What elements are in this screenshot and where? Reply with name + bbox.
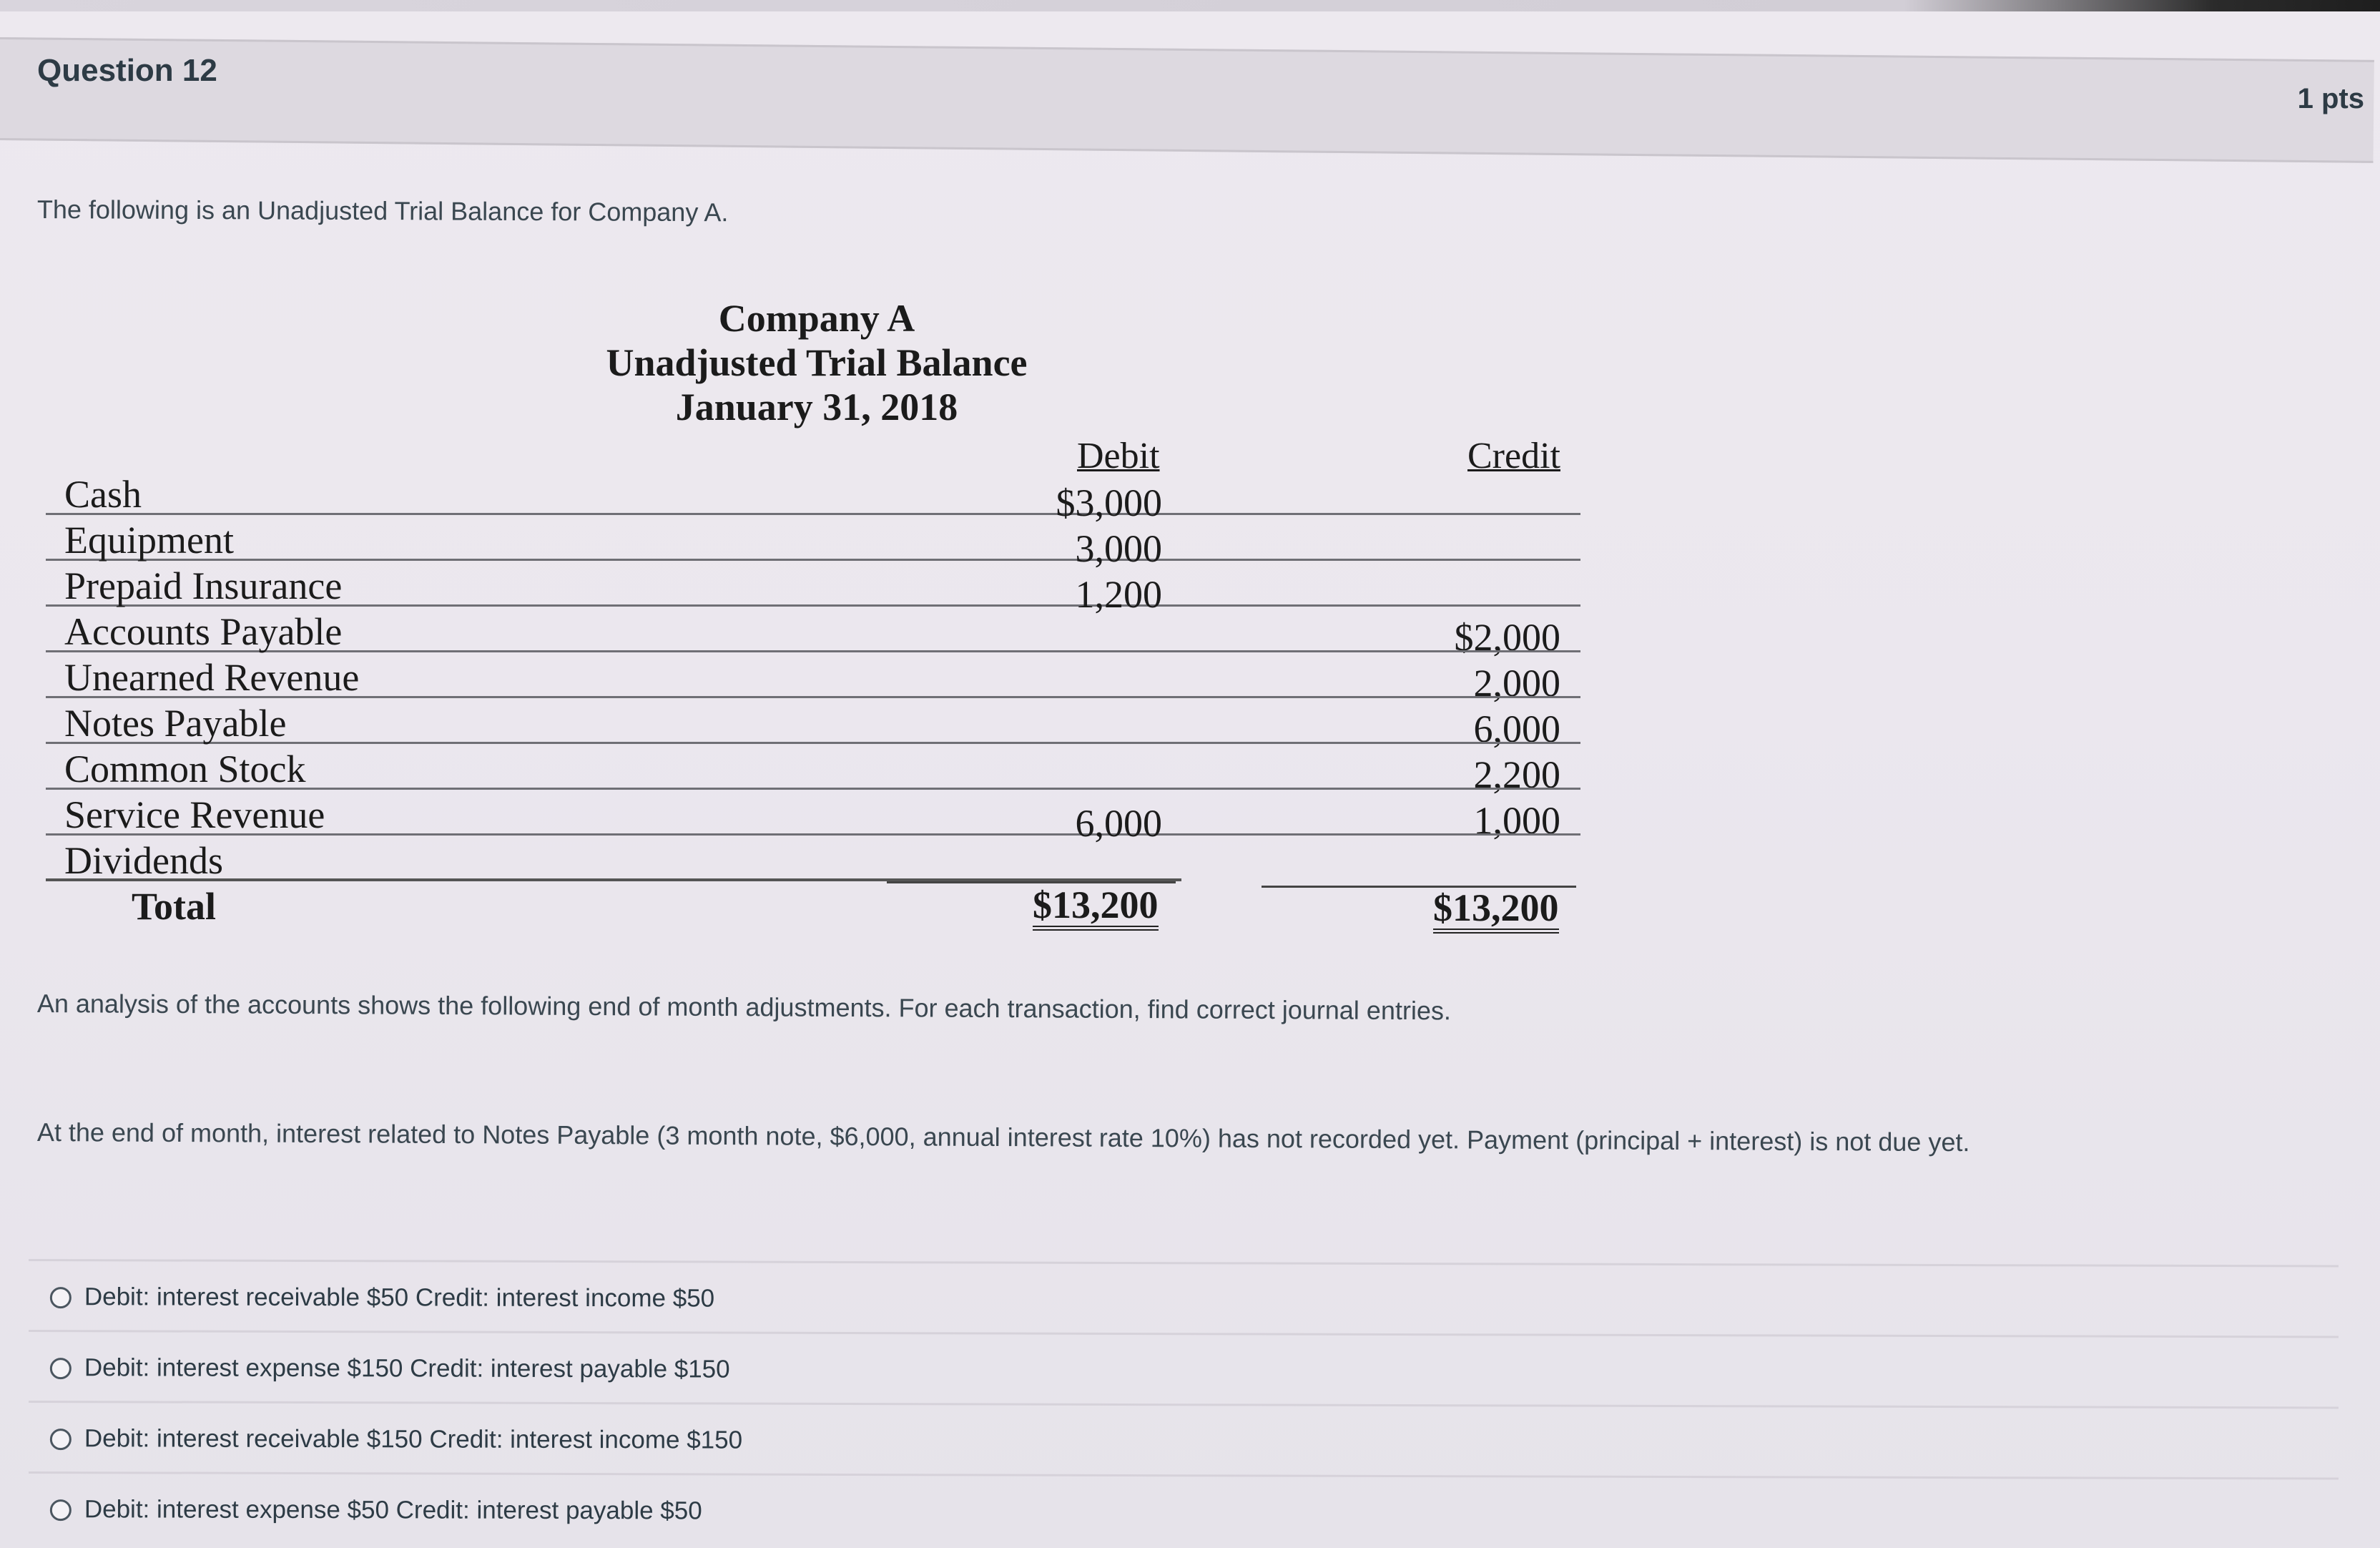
account-name: Dividends [64, 839, 223, 882]
trial-balance-image [0, 286, 1616, 944]
credit-amount: 2,000 [1473, 662, 1560, 705]
trial-balance-rows [46, 469, 1580, 881]
scenario-text: At the end of month, interest related to Notes Payable (3 month note, $6,000, annual interest rate 10%) has not recorded yet. Payment (principal + interest) is not due yet. [36, 1117, 1970, 1157]
total-row [46, 884, 1580, 941]
question-header [0, 37, 2374, 163]
credit-amount: 6,000 [1473, 707, 1560, 750]
account-name: Unearned Revenue [64, 656, 360, 699]
table-row [46, 515, 1580, 570]
account-name: Prepaid Insurance [64, 564, 343, 607]
report-date: January 31, 2018 [675, 386, 958, 428]
credit-column-header: Credit [1467, 436, 1560, 476]
account-name: Equipment [64, 519, 234, 562]
answer-option[interactable] [29, 1401, 2339, 1477]
total-credit: $13,200 [1433, 887, 1559, 934]
radio-button[interactable] [50, 1287, 72, 1308]
answer-option[interactable] [29, 1259, 2339, 1336]
intro-text: The following is an Unadjusted Trial Balance for Company A. [36, 195, 729, 227]
account-name: Cash [64, 473, 142, 516]
debit-amount: 3,000 [1075, 527, 1162, 570]
credit-amount: 1,000 [1473, 799, 1560, 842]
report-name: Unadjusted Trial Balance [606, 341, 1028, 384]
account-name: Accounts Payable [64, 610, 343, 653]
account-name: Service Revenue [64, 793, 325, 836]
table-row [46, 836, 1181, 881]
credit-amount: 2,200 [1473, 753, 1560, 796]
radio-button[interactable] [50, 1429, 72, 1450]
radio-button[interactable] [50, 1358, 72, 1379]
answer-label[interactable]: Debit: interest expense $50 Credit: interest payable $50 [84, 1495, 702, 1525]
question-points: 1 pts [2297, 83, 2364, 114]
table-row [46, 469, 1580, 524]
trial-balance-heading [602, 296, 1031, 429]
total-debit: $13,200 [1033, 884, 1159, 931]
account-name: Common Stock [64, 748, 306, 790]
question-title: Question 12 [37, 53, 217, 88]
answer-label[interactable]: Debit: interest receivable $150 Credit: interest income $150 [84, 1424, 743, 1454]
answer-option[interactable] [29, 1330, 2339, 1406]
answer-label[interactable]: Debit: interest receivable $50 Credit: interest income $50 [84, 1283, 715, 1313]
debit-amount: $3,000 [1056, 481, 1162, 524]
answer-option[interactable] [29, 1471, 2339, 1548]
table-row [46, 790, 1580, 845]
analysis-text: An analysis of the accounts shows the following end of month adjustments. For each transaction, find correct journal entries. [36, 989, 1452, 1026]
company-name: Company A [718, 297, 915, 340]
debit-amount: 6,000 [1075, 802, 1162, 845]
radio-button[interactable] [50, 1499, 72, 1521]
debit-amount: 1,200 [1075, 573, 1162, 616]
total-label: Total [132, 885, 217, 928]
account-name: Notes Payable [64, 702, 287, 745]
answer-label[interactable]: Debit: interest expense $150 Credit: interest payable $150 [84, 1353, 730, 1383]
answer-list [29, 1259, 2339, 1542]
debit-column-header: Debit [1077, 436, 1160, 476]
credit-amount: $2,000 [1454, 616, 1560, 659]
window-top-edge [0, 0, 2380, 11]
